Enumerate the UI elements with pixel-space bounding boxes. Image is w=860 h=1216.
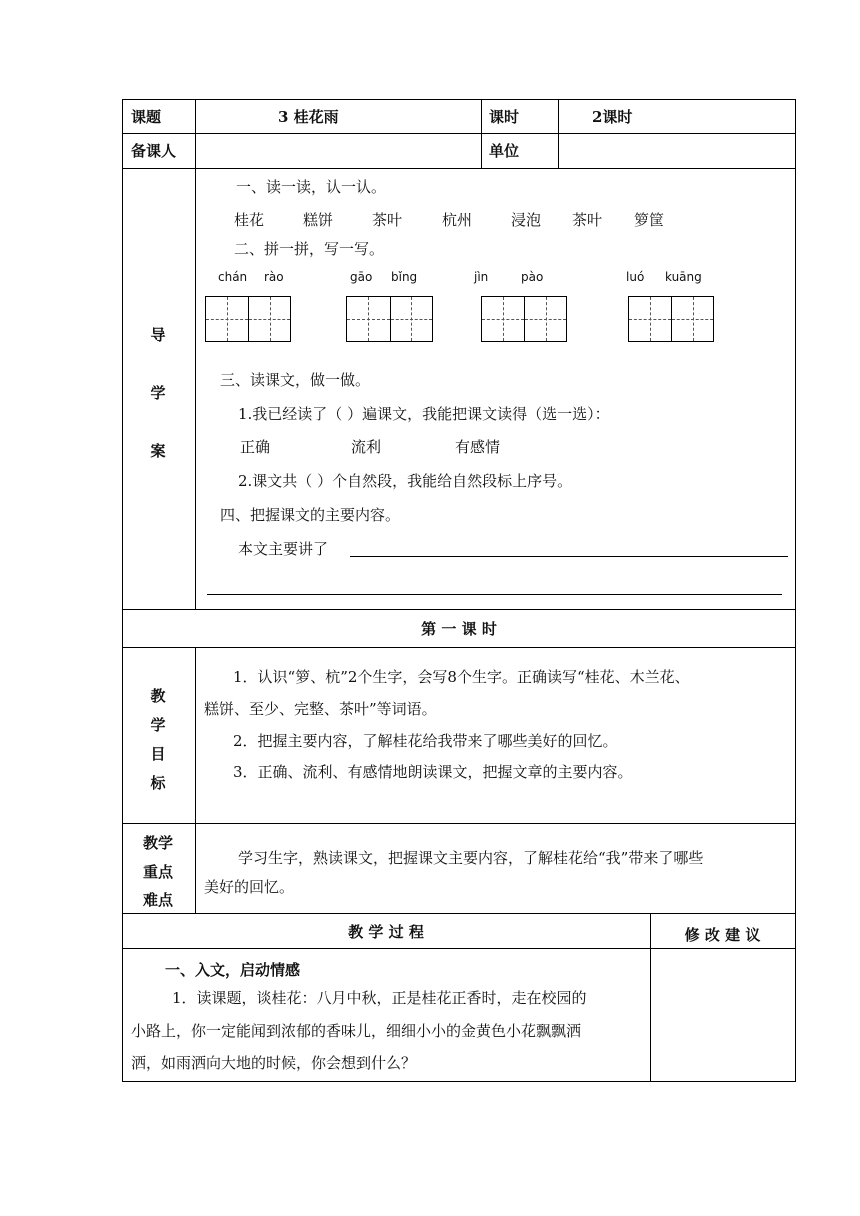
guide-question-1: 1.我已经读了（ ）遍课文，我能把课文读得（选一选）：: [238, 405, 610, 423]
table-col-rule: [558, 99, 559, 169]
table-col-rule: [195, 647, 196, 914]
pinyin-syllable: bǐng: [391, 270, 418, 284]
goal-line: 2．把握主要内容，了解桂花给我带来了哪些美好的回忆。: [233, 732, 618, 750]
guide-side-char: 学: [150, 384, 166, 402]
goal-line: 3．正确、流利、有感情地朗读课文，把握文章的主要内容。: [233, 763, 633, 781]
label-unit: 单位: [489, 142, 520, 160]
goal-line: 1．认识“箩、杭”2个生字，会写8个生字。正确读写“桂花、木兰花、: [233, 668, 690, 686]
keypoints-side-label: 重点: [142, 863, 173, 881]
pinyin-syllable: pào: [521, 270, 544, 284]
label-period: 课时: [489, 108, 520, 126]
guide-side-char: 案: [150, 442, 166, 460]
guide-question-2: 2.课文共（ ）个自然段，我能给自然段标上序号。: [238, 472, 573, 490]
keypoints-line: 美好的回忆。: [204, 878, 295, 896]
vocab-word: 箩筐: [634, 211, 665, 229]
writing-grid[interactable]: [346, 296, 433, 342]
table-rule: [122, 823, 796, 824]
guide-section4-title: 四、把握课文的主要内容。: [220, 506, 401, 524]
pinyin-syllable: rào: [264, 270, 284, 284]
writing-grid[interactable]: [628, 296, 714, 342]
table-border-right: [795, 99, 796, 1082]
vocab-word: 浸泡: [511, 211, 542, 229]
reading-option: 流利: [351, 438, 382, 456]
pinyin-syllable: chán: [218, 270, 248, 284]
label-preparer: 备课人: [131, 142, 177, 160]
answer-line[interactable]: [207, 594, 782, 595]
writing-grid[interactable]: [481, 296, 567, 342]
table-col-rule: [481, 99, 482, 169]
process-header: 教 学 过 程: [348, 923, 424, 941]
keypoints-side-label: 教学: [142, 834, 173, 852]
table-rule: [122, 913, 796, 914]
pinyin-syllable: jìn: [474, 270, 489, 284]
suggestion-header: 修 改 建 议: [684, 926, 761, 944]
table-border-bottom: [122, 1081, 796, 1082]
table-rule: [122, 647, 796, 648]
keypoints-line: 学习生字，熟读课文，把握课文主要内容，了解桂花给“我”带来了哪些: [238, 849, 704, 867]
goals-side-char: 教: [150, 687, 166, 705]
process-line: 小路上，你一定能闻到浓郁的香味儿，细细小小的金黄色小花飘飘洒: [131, 1022, 582, 1040]
table-col-rule: [195, 99, 196, 610]
lesson-topic: 3 桂花雨: [278, 108, 339, 126]
vocab-word: 糕饼: [303, 211, 334, 229]
goals-side-char: 学: [150, 716, 166, 734]
guide-section2-title: 二、拼一拼，写一写。: [234, 240, 385, 258]
main-content-prompt: 本文主要讲了: [238, 540, 329, 558]
process-section-title: 一、入文，启动情感: [165, 961, 301, 979]
lesson1-title: 第 一 课 时: [421, 620, 497, 638]
process-line: 1．读课题，谈桂花：八月中秋，正是桂花正香时，走在校园的: [172, 989, 587, 1007]
goals-side-char: 目: [150, 745, 166, 763]
guide-side-char: 导: [150, 326, 166, 344]
table-rule: [122, 133, 796, 134]
table-rule: [122, 948, 796, 949]
goal-line: 糕饼、至少、完整、茶叶”等词语。: [204, 700, 437, 718]
label-topic: 课题: [131, 108, 162, 126]
reading-option: 有感情: [455, 438, 501, 456]
table-rule: [122, 168, 796, 169]
process-line: 洒，如雨洒向大地的时候，你会想到什么？: [131, 1054, 417, 1072]
guide-section1-title: 一、读一读，认一认。: [236, 178, 387, 196]
vocab-word: 茶叶: [572, 211, 603, 229]
answer-line[interactable]: [350, 556, 788, 557]
lesson-period: 2课时: [592, 108, 633, 126]
vocab-word: 杭州: [442, 211, 473, 229]
table-rule: [122, 609, 796, 610]
pinyin-syllable: gāo: [350, 270, 373, 284]
pinyin-syllable: kuāng: [665, 270, 702, 284]
guide-section3-title: 三、读课文，做一做。: [220, 371, 371, 389]
table-border-top: [122, 99, 796, 100]
writing-grid[interactable]: [205, 296, 291, 342]
vocab-word: 桂花: [234, 211, 265, 229]
vocab-word: 茶叶: [372, 211, 403, 229]
goals-side-char: 标: [150, 774, 166, 792]
pinyin-syllable: luó: [626, 270, 645, 284]
keypoints-side-label: 难点: [142, 891, 173, 909]
reading-option: 正确: [240, 438, 271, 456]
